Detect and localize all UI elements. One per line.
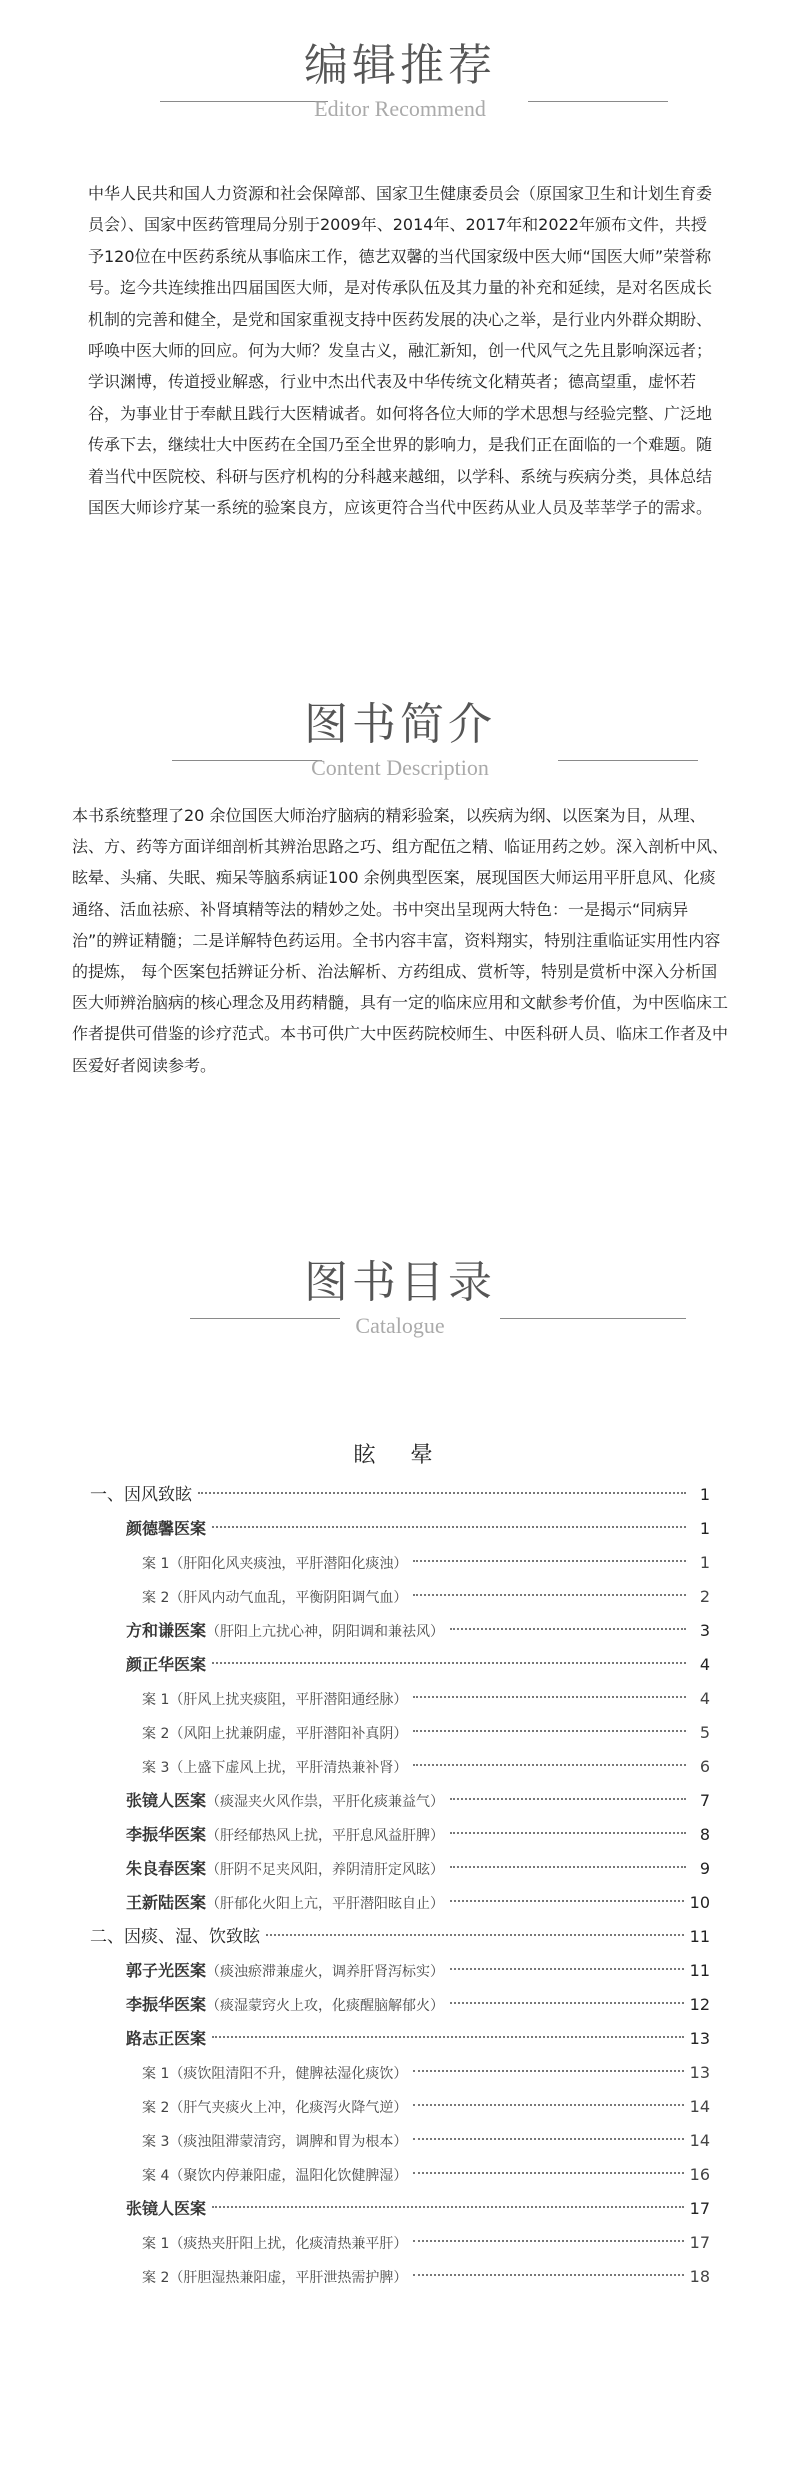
toc-entry-title [126,2192,206,2226]
catalogue-section-title: 图书目录 [304,1257,496,1308]
toc-entry-title [142,1547,407,1581]
toc-entry-title [126,1954,444,1989]
toc-leader-dots [212,1662,686,1664]
toc-page-number: 18 [689,2267,710,2286]
toc-entry-title [126,1988,444,2023]
toc-page-number: 7 [699,1791,710,1810]
toc-leader-dots [413,1696,686,1698]
toc-entry-description: （肝阳上亢扰心神，阴阳调和兼祛风） [206,1624,445,1640]
divider-line-right [528,101,668,102]
toc-entry-name: 颜德馨医案 [126,1519,207,1538]
content-description-text: 本书系统整理了20 余位国医大师治疗脑病的精彩验案，以疾病为纲、以医案为目，从理、法、方、药等方面详细剖析其辨治思路之巧、组方配伍之精、临证用药之妙。深入剖析中风、眩晕、头痛、失眠、痴呆等脑系病证100 余例典型医案，展现国医大师运用平肝息风、化痰通络、活血祛瘀、补肾填精等法的精妙之处。书中突出呈现两大特色：一是揭示“同病异治”的辨证精髓；二是详解特色药运用。全书内容丰富，资料翔实，特别注重临证实用性内容的提炼， 每个医案包括辨证分析、治法解析、方药组成、赏析等，特别是赏析中深入分析国医大师辨治脑病的核心理念及用药精髓，具有一定的临床应用和文献参考价值，为中医临床工作者提供可借鉴的诊疗范式。本书可供广大中医药院校师生、中医科研人员、临床工作者及中医爱好者阅读参考。 [72,806,729,1075]
toc-entry-title [142,1751,407,1785]
toc-entry[interactable] [90,2260,710,2294]
toc-entry[interactable] [90,2158,710,2192]
toc-entry[interactable] [90,1546,710,1580]
toc-entry-title [126,1818,444,1853]
toc-entry-name: 一、因风致眩 [90,1485,192,1505]
toc-entry-name: 案 1 [142,2236,170,2252]
toc-entry-name: 张镜人医案 [126,2199,207,2218]
toc-page-number: 4 [699,1655,710,1674]
toc-entry[interactable] [90,1852,710,1886]
toc-entry-description: （痰湿夹火风作祟，平肝化痰兼益气） [206,1794,445,1810]
toc-entry[interactable] [90,1750,710,1784]
toc-entry-title [142,1717,407,1751]
toc-page-number: 12 [689,1995,710,2014]
editor-subtitle-row [0,94,800,124]
toc-entry[interactable] [90,2090,710,2124]
toc-leader-dots [198,1492,686,1494]
toc-page-number: 1 [699,1519,710,1538]
toc-entry-name: 案 1 [142,1692,170,1708]
toc-entry[interactable] [90,2056,710,2090]
toc-entry-description: （肝阳化风夹痰浊，平肝潜阳化痰浊） [169,1556,408,1572]
toc-entry-description: （风阳上扰兼阴虚，平肝潜阳补真阴） [169,1726,408,1742]
toc-page-number: 9 [699,1859,710,1878]
toc-entry-description: （肝胆湿热兼阳虚，平肝泄热需护脾） [169,2270,408,2286]
divider-line-right [558,760,698,761]
toc-page-number: 2 [699,1587,710,1606]
toc-entry-title [142,2261,407,2295]
toc-entry[interactable] [90,1954,710,1988]
editor-section-title: 编辑推荐 [304,40,496,91]
toc-entry-name: 方和谦医案 [126,1621,207,1640]
toc-page-number: 16 [689,2165,710,2184]
toc-leader-dots [212,2036,684,2038]
toc-entry-description: （上盛下虚风上扰，平肝清热兼补肾） [169,1760,408,1776]
toc-entry-description: （肝气夹痰火上冲，化痰泻火降气逆） [169,2100,408,2116]
toc-entry[interactable] [90,1920,710,1954]
toc-page-number: 17 [689,2199,710,2218]
toc-leader-dots [450,1798,686,1800]
toc-entry-name: 案 2 [142,1726,170,1742]
toc-entry-description: （聚饮内停兼阳虚，温阳化饮健脾湿） [169,2168,408,2184]
toc-entry-description: （痰湿蒙窍火上攻，化痰醒脑解郁火） [206,1998,445,2014]
toc-entry-name: 李振华医案 [126,1825,207,1844]
toc-entry[interactable] [90,1716,710,1750]
toc-page-number: 1 [699,1485,710,1504]
toc-page-number: 11 [689,1927,710,1946]
toc-entry-name: 案 4 [142,2168,170,2184]
toc-entry-title [142,1581,407,1615]
toc-leader-dots [450,1968,684,1970]
toc-entry-title [126,1886,444,1921]
divider-line-left [160,101,328,102]
toc-entry-name: 案 2 [142,2270,170,2286]
toc-chapter-title: 眩 晕 [353,1443,447,1468]
toc-entry-name: 案 3 [142,2134,170,2150]
toc-entry[interactable] [90,1648,710,1682]
toc-entry-title [142,2091,407,2125]
toc-leader-dots [413,2172,683,2174]
toc-entry-description: （痰浊瘀滞兼虚火，调养肝肾泻标实） [206,1964,445,1980]
toc-entry-description: （肝风内动气血乱，平衡阴阳调气血） [169,1590,408,1606]
toc-entry[interactable] [90,1784,710,1818]
toc-leader-dots [413,1764,686,1766]
toc-entry-title [90,1478,192,1512]
toc-entry[interactable] [90,1614,710,1648]
toc-entry-name: 颜正华医案 [126,1655,207,1674]
toc-page-number: 13 [689,2063,710,2082]
toc-entry-name: 案 1 [142,2066,170,2082]
toc-leader-dots [212,1526,686,1528]
toc-page-number: 13 [689,2029,710,2048]
toc-entry[interactable] [90,2192,710,2226]
toc-entry-title [126,1512,206,1546]
toc-entry-title [142,1683,407,1717]
toc-entry-title [126,1852,444,1887]
toc-entry-description: （痰饮阻清阳不升，健脾祛湿化痰饮） [169,2066,408,2082]
toc-leader-dots [413,1560,686,1562]
toc-page-number: 6 [699,1757,710,1776]
toc-entry-name: 郭子光医案 [126,1961,207,1980]
toc-leader-dots [450,1832,686,1834]
toc-page-number: 3 [699,1621,710,1640]
toc-entry-title [126,1614,444,1649]
toc-leader-dots [413,1730,686,1732]
catalogue-section-subtitle: Catalogue [355,1313,445,1338]
editor-section-header [0,38,800,124]
editor-recommend-text: 中华人民共和国人力资源和社会保障部、国家卫生健康委员会（原国家卫生和计划生育委员会）、国家中医药管理局分别于2009年、2014年、2017年和2022年颁布文件，共授予120位在中医药系统从事临床工作，德艺双馨的当代国家级中医大师“国医大师”荣誉称号。迄今共连续推出四届国医大师，是对传承队伍及其力量的补充和延续，是对名医成长机制的完善和健全，是党和国家重视支持中医药发展的决心之举，是行业内外群众期盼、呼唤中医大师的回应。何为大师？发皇古义，融汇新知，创一代风气之先且影响深远者；学识渊博，传道授业解惑，行业中杰出代表及中华传统文化精英者；德高望重，虚怀若谷，为事业甘于奉献且践行大医精诚者。如何将各位大师的学术思想与经验完整、广泛地传承下去，继续壮大中医药在全国乃至全世界的影响力，是我们正在面临的一个难题。随着当代中医院校、科研与医疗机构的分科越来越细，以学科、系统与疾病分类，具体总结国医大师诊疗某一系统的验案良方，应该更符合当代中医药从业人员及莘莘学子的需求。 [88,184,713,518]
toc-entry-title [142,2227,407,2261]
toc-entry[interactable] [90,1886,710,1920]
toc-entry-name: 案 1 [142,1556,170,1572]
toc-entry[interactable] [90,1580,710,1614]
toc-entry-title [126,1648,206,1682]
toc-entry[interactable] [90,2226,710,2260]
toc-leader-dots [266,1934,684,1936]
toc-page-number: 10 [689,1893,710,1912]
toc-page-number: 11 [689,1961,710,1980]
toc-leader-dots [450,1628,686,1630]
toc-entry-name: 案 2 [142,2100,170,2116]
catalogue-section-header [0,1255,800,1341]
toc-entry-title [126,1784,444,1819]
toc-entry-name: 王新陆医案 [126,1893,207,1912]
toc-page-number: 14 [689,2131,710,2150]
toc-entry[interactable] [90,1478,710,1512]
toc-leader-dots [212,2206,684,2208]
toc-page-number: 17 [689,2233,710,2252]
toc-entry-description: （肝阴不足夹风阳，养阴清肝定风眩） [206,1862,445,1878]
toc-entry-description: （肝经郁热风上扰，平肝息风益肝脾） [206,1828,445,1844]
toc-entry-title [90,1920,260,1954]
toc-page-number: 14 [689,2097,710,2116]
divider-line-left [190,1318,340,1319]
toc-entry-title [142,2159,407,2193]
table-of-contents [90,1478,710,2294]
toc-entry[interactable] [90,1988,710,2022]
content-section-subtitle: Content Description [311,755,489,780]
toc-entry[interactable] [90,2124,710,2158]
toc-entry-description: （肝风上扰夹痰阻，平肝潜阳通经脉） [169,1692,408,1708]
divider-line-right [500,1318,686,1319]
toc-entry-description: （痰浊阻滞蒙清窍，调脾和胃为根本） [169,2134,408,2150]
content-subtitle-row [0,753,800,783]
toc-page-number: 5 [699,1723,710,1742]
editor-section-subtitle: Editor Recommend [314,96,486,121]
toc-entry-title [126,2022,206,2056]
toc-entry[interactable] [90,1818,710,1852]
toc-page-number: 1 [699,1553,710,1572]
toc-leader-dots [413,2138,683,2140]
toc-entry-name: 李振华医案 [126,1995,207,2014]
toc-entry-title [142,2057,407,2091]
content-section-header [0,697,800,783]
toc-leader-dots [413,2070,683,2072]
toc-page-number: 8 [699,1825,710,1844]
divider-line-left [172,760,322,761]
toc-entry-name: 朱良春医案 [126,1859,207,1878]
toc-leader-dots [450,1866,686,1868]
toc-leader-dots [413,2274,683,2276]
toc-entry-name: 张镜人医案 [126,1791,207,1810]
toc-page-number: 4 [699,1689,710,1708]
toc-entry[interactable] [90,2022,710,2056]
toc-entry-description: （痰热夹肝阳上扰，化痰清热兼平肝） [169,2236,408,2252]
toc-leader-dots [413,2240,683,2242]
toc-entry-description: （肝郁化火阳上亢，平肝潜阳眩自止） [206,1896,445,1912]
toc-entry-name: 二、因痰、湿、饮致眩 [90,1927,260,1947]
catalogue-subtitle-row [0,1311,800,1341]
toc-leader-dots [413,1594,686,1596]
toc-leader-dots [413,2104,683,2106]
toc-entry[interactable] [90,1512,710,1546]
toc-entry[interactable] [90,1682,710,1716]
toc-leader-dots [450,2002,684,2004]
toc-entry-name: 路志正医案 [126,2029,207,2048]
content-section-title: 图书简介 [304,699,496,750]
toc-leader-dots [450,1900,684,1902]
toc-entry-title [142,2125,407,2159]
toc-entry-name: 案 2 [142,1590,170,1606]
toc-entry-name: 案 3 [142,1760,170,1776]
